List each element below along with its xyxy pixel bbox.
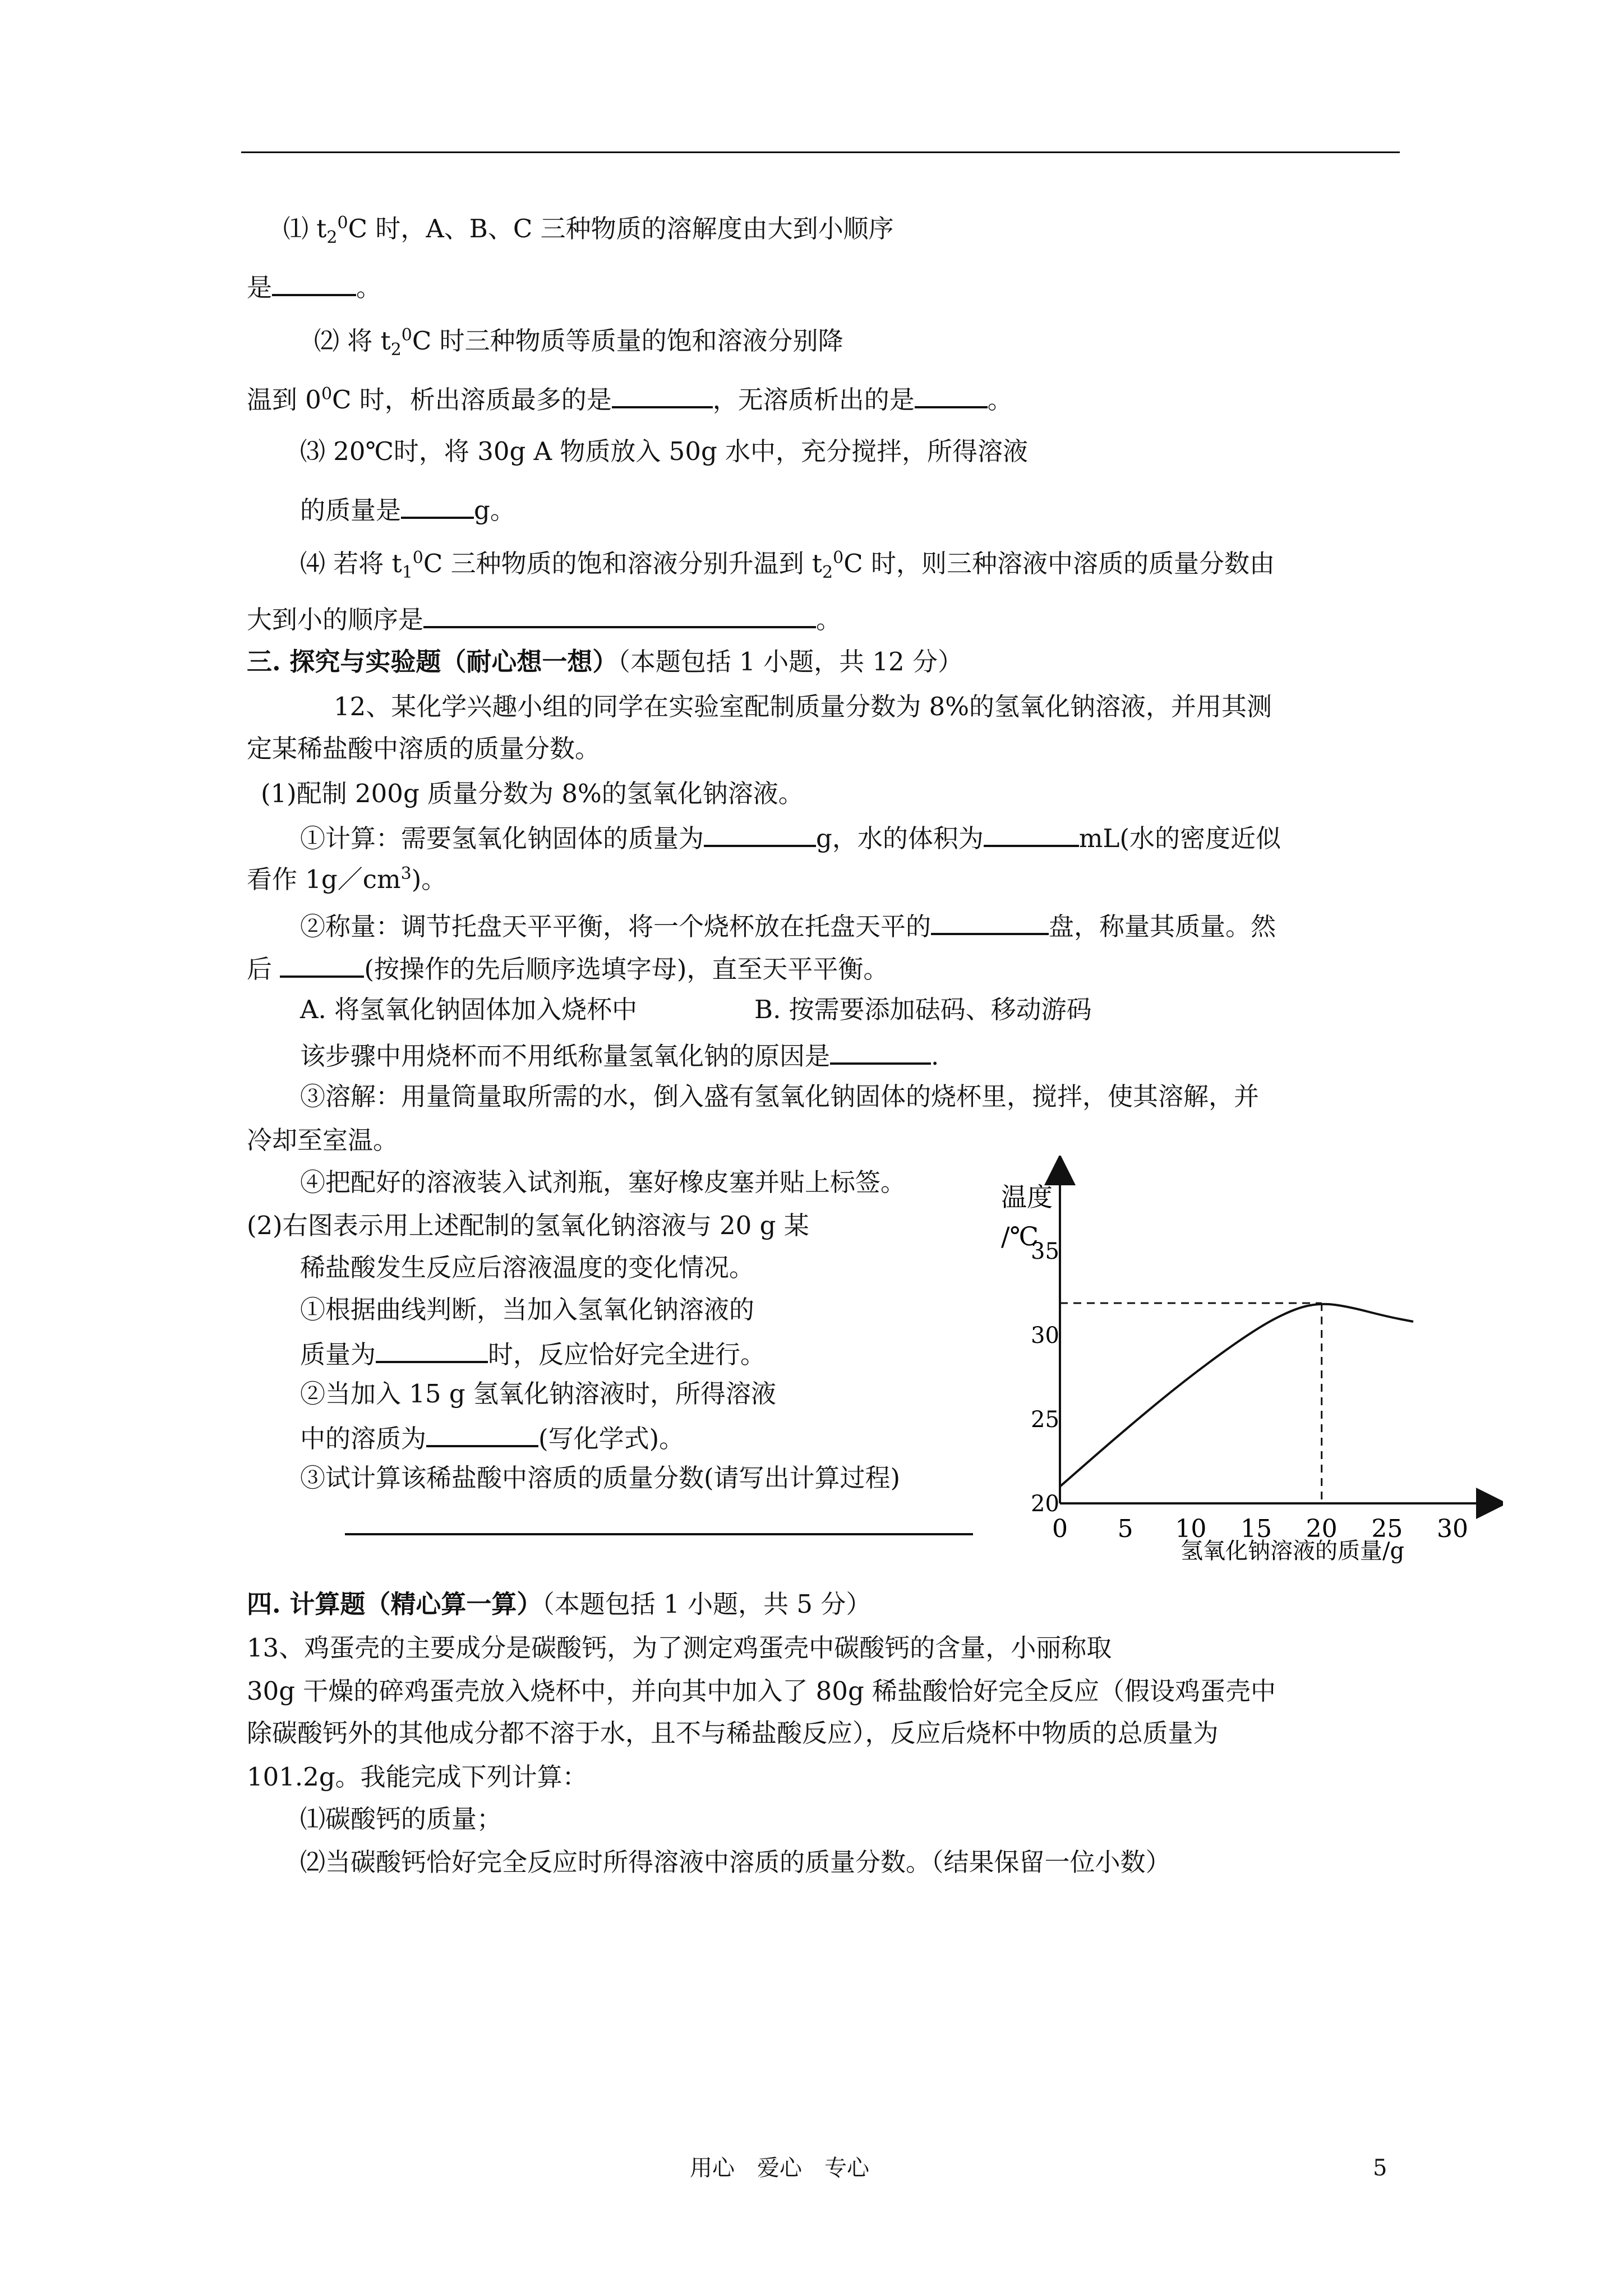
q12-step-2-cont: 后 (按操作的先后顺序选填字母)，直至天平平衡。 [247, 950, 888, 986]
answer-blank[interactable] [423, 600, 816, 628]
header-rule [241, 151, 1400, 153]
x-tick-label: 30 [1437, 1515, 1468, 1543]
option-a: A. 将氢氧化钠固体加入烧杯中 [300, 995, 638, 1024]
answer-blank[interactable] [272, 268, 356, 296]
q12-line-1: 12、某化学兴趣小组的同学在实验室配制质量分数为 8%的氢氧化钠溶液，并用其测 [334, 692, 1272, 721]
q13-line-2: 30g 干燥的碎鸡蛋壳放入烧杯中，并向其中加入了 80g 稀盐酸恰好完全反应（假设鸡蛋壳中 [247, 1676, 1276, 1706]
answer-blank[interactable] [830, 1037, 931, 1065]
q12-step-3-cont: 冷却至室温。 [247, 1125, 399, 1155]
answer-long-line[interactable] [345, 1533, 973, 1535]
footer-motto: 用心 爱心 专心 [690, 2155, 869, 2181]
q12-step-2-reason: 该步骤中用烧杯而不用纸称量氢氧化钠的原因是 . [300, 1037, 939, 1073]
y-tick-label: 25 [1031, 1407, 1059, 1433]
x-tick-label: 20 [1306, 1515, 1338, 1543]
q12-step-1-cont: 看作 $1g/cm^3$)。 [247, 864, 447, 894]
q12-part-2-q1: ①根据曲线判断，当加入氢氧化钠溶液的 [300, 1295, 755, 1324]
answer-blank[interactable] [401, 491, 474, 519]
answer-blank[interactable] [426, 1419, 538, 1447]
q11-line-3: ⑵ 将 $t_2^0C$ 时三种物质等质量的饱和溶液分别降 [314, 325, 843, 360]
section-4-heading: 四. 计算题（精心算一算）（本题包括 1 小题，共 5 分） [247, 1589, 872, 1619]
y-tick-label: 35 [1031, 1239, 1059, 1264]
x-tick-label: 5 [1117, 1515, 1133, 1543]
x-tick-label: 25 [1371, 1515, 1403, 1543]
q12-step-2: ②称量：调节托盘天平平衡，将一个烧杯放在托盘天平的 盘，称量其质量。然 [300, 907, 1276, 944]
q13-line-1: 13、鸡蛋壳的主要成分是碳酸钙，为了测定鸡蛋壳中碳酸钙的含量，小丽称取 [247, 1633, 1112, 1663]
temperature-curve [1060, 1304, 1413, 1487]
q12-part-2: (2)右图表示用上述配制的氢氧化钠溶液与 20 g 某 [247, 1211, 809, 1240]
y-axis-unit: /℃ [1001, 1221, 1039, 1251]
answer-blank[interactable] [280, 950, 364, 978]
q12-part-2-q2: ②当加入 15 g 氢氧化钠溶液时，所得溶液 [300, 1379, 776, 1409]
answer-blank[interactable] [704, 819, 816, 847]
x-tick-label: 10 [1175, 1515, 1207, 1543]
answer-blank[interactable] [984, 819, 1079, 847]
answer-blank[interactable] [931, 907, 1049, 935]
temperature-chart [976, 1156, 1503, 1576]
q12-step-3: ③溶解：用量筒量取所需的水，倒入盛有氢氧化钠固体的烧杯里，搅拌，使其溶解，并 [300, 1082, 1260, 1111]
q12-part-2-q2-cont: 中的溶质为 (写化学式)。 [300, 1419, 684, 1456]
y-tick-label: 20 [1031, 1491, 1059, 1517]
q12-part-2-q1-cont: 质量为 时，反应恰好完全进行。 [300, 1335, 766, 1372]
x-axis-label: 氢氧化钠溶液的质量/g [1181, 1538, 1405, 1564]
q11-line-6: 的质量是 g。 [300, 491, 515, 527]
q13-line-3: 除碳酸钙外的其他成分都不溶于水，且不与稀盐酸反应），反应后烧杯中物质的总质量为 [247, 1718, 1219, 1748]
q12-part-2-q3: ③试计算该稀盐酸中溶质的质量分数(请写出计算过程) [300, 1463, 901, 1493]
x-tick-label: 0 [1052, 1515, 1068, 1543]
x-tick-label: 15 [1241, 1515, 1272, 1543]
page-number: 5 [1373, 2155, 1387, 2181]
q11-line-8: 大到小的顺序是 。 [247, 600, 841, 637]
answer-blank[interactable] [612, 380, 713, 408]
q11-line-2: 是 。 [247, 268, 381, 305]
q13-line-4: 101.2g。我能完成下列计算： [247, 1762, 588, 1792]
y-tick-label: 30 [1031, 1323, 1059, 1349]
q12-step-4: ④把配好的溶液装入试剂瓶，塞好橡皮塞并贴上标签。 [300, 1167, 906, 1197]
q11-line-4: 温到 $0^0C$ 时，析出溶质最多的是 ，无溶质析出的是 。 [247, 380, 1013, 417]
section-3-heading: 三. 探究与实验题（耐心想一想）（本题包括 1 小题，共 12 分） [247, 647, 963, 677]
y-axis-label: 温度 [1001, 1182, 1053, 1212]
answer-blank[interactable] [915, 380, 988, 408]
q12-part-1: (1)配制 200g 质量分数为 8%的氢氧化钠溶液。 [261, 779, 804, 808]
q13-sub-1: ⑴碳酸钙的质量； [300, 1804, 502, 1834]
q11-line-1: ⑴ $t_2^0C$ 时，A、B、C 三种物质的溶解度由大到小顺序 [283, 213, 894, 247]
answer-blank[interactable] [376, 1335, 488, 1363]
q11-line-5: ⑶ 20℃时，将 30g A 物质放入 50g 水中，充分搅拌，所得溶液 [300, 436, 1029, 466]
q11-line-7: ⑷ 若将 $t_1^0C$ 三种物质的饱和溶液分别升温到 $t_2^0C$ 时，则三种溶液中溶质的质量分数由 [300, 548, 1275, 582]
q12-step-1: ①计算：需要氢氧化钠固体的质量为 g，水的体积为 mL(水的密度近似 [300, 819, 1281, 855]
option-b: B. 按需要添加砝码、移动游码 [754, 995, 1092, 1024]
q12-line-2: 定某稀盐酸中溶质的质量分数。 [247, 734, 601, 763]
q13-sub-2: ⑵当碳酸钙恰好完全反应时所得溶液中溶质的质量分数。（结果保留一位小数） [300, 1847, 1171, 1877]
q12-part-2-cont: 稀盐酸发生反应后溶液温度的变化情况。 [300, 1253, 755, 1282]
